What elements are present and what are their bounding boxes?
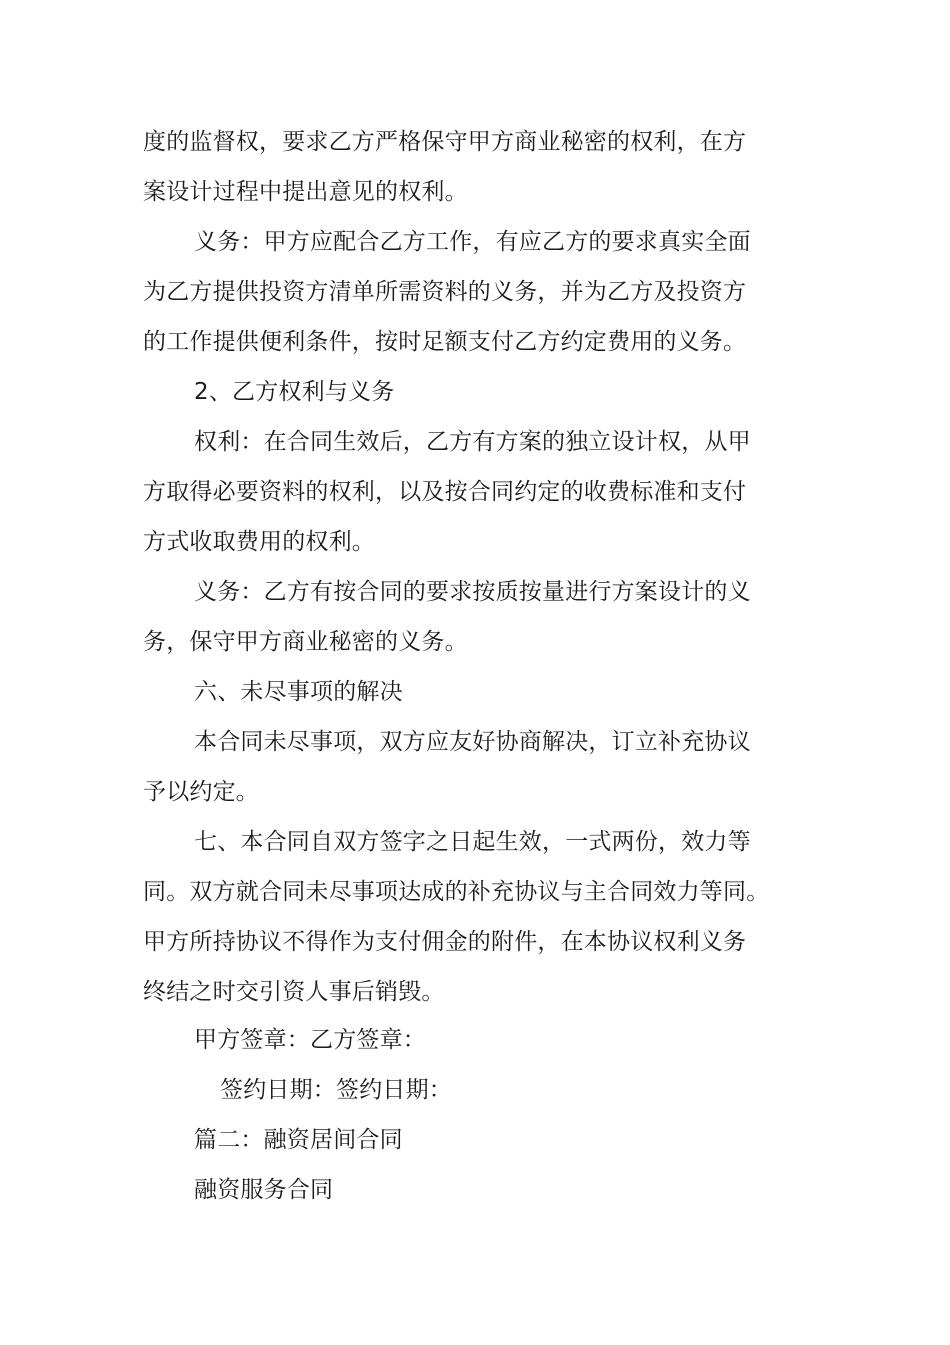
- text-line: 为乙方提供投资方清单所需资料的义务，并为乙方及投资方: [143, 279, 747, 305]
- text-line: 方式收取费用的权利。: [143, 529, 375, 555]
- text-line: 义务：乙方有按合同的要求按质按量进行方案设计的义: [194, 579, 751, 605]
- text-line: 义务：甲方应配合乙方工作，有应乙方的要求真实全面: [194, 229, 751, 255]
- text-line: 度的监督权，要求乙方严格保守甲方商业秘密的权利，在方: [143, 129, 747, 155]
- text-line: 同。双方就合同未尽事项达成的补充协议与主合同效力等同。: [143, 879, 770, 905]
- chapter-heading: 篇二：融资居间合同: [194, 1127, 403, 1153]
- signature-line: 甲方签章：乙方签章：: [194, 1027, 426, 1053]
- text-line: 本合同未尽事项，双方应友好协商解决，订立补充协议: [194, 729, 751, 755]
- signing-date-line: 签约日期：签约日期：: [220, 1077, 452, 1103]
- contract-title: 融资服务合同: [194, 1177, 334, 1203]
- text-line: 务，保守甲方商业秘密的义务。: [143, 629, 468, 655]
- text-line: 七、本合同自双方签字之日起生效，一式两份，效力等: [194, 829, 751, 855]
- text-line: 甲方所持协议不得作为支付佣金的附件，在本协议权利义务: [143, 929, 747, 955]
- text-line: 案设计过程中提出意见的权利。: [143, 179, 468, 205]
- section-heading: 2、乙方权利与义务: [194, 379, 395, 405]
- text-line: 予以约定。: [143, 779, 259, 805]
- text-line: 方取得必要资料的权利，以及按合同约定的收费标准和支付: [143, 479, 747, 505]
- text-line: 权利：在合同生效后，乙方有方案的独立设计权，从甲: [194, 429, 751, 455]
- section-heading: 六、未尽事项的解决: [194, 679, 403, 705]
- text-line: 的工作提供便利条件，按时足额支付乙方约定费用的义务。: [143, 329, 747, 355]
- text-line: 终结之时交引资人事后销毁。: [143, 979, 445, 1005]
